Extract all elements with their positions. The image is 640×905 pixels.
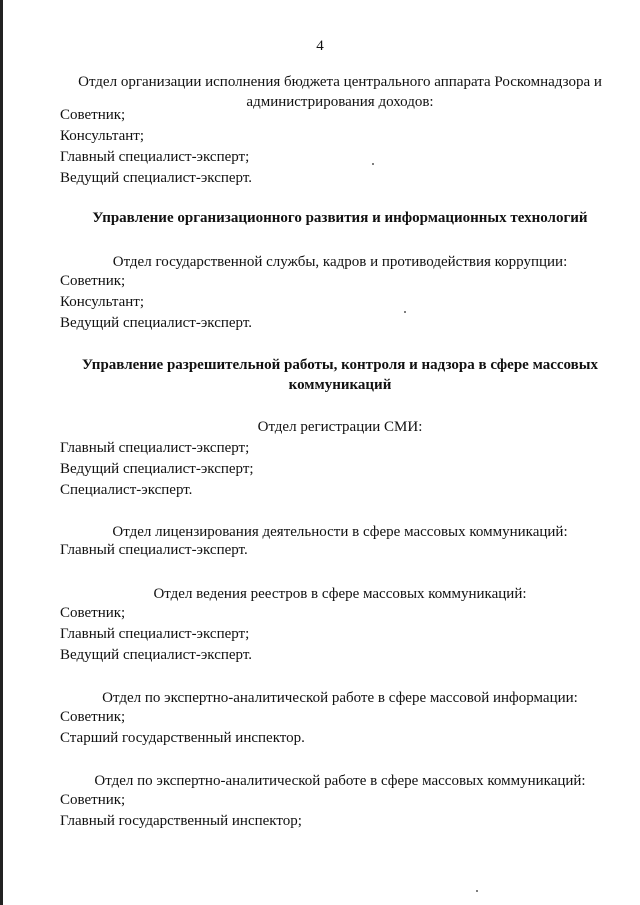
position-item: Консультант; bbox=[60, 128, 144, 144]
section-title bbox=[60, 72, 620, 112]
department-heading: Управление организационного развития и информационных технологий bbox=[92, 210, 588, 226]
position-item: Главный специалист-эксперт. bbox=[60, 542, 248, 558]
position-item: Главный специалист-эксперт; bbox=[60, 440, 250, 456]
position-item: Ведущий специалист-эксперт. bbox=[60, 647, 253, 663]
position-item: Советник; bbox=[60, 273, 126, 289]
section-title-line: Отдел регистрации СМИ: bbox=[257, 419, 423, 435]
section-title bbox=[60, 688, 620, 708]
section-title-line: Отдел по экспертно-аналитической работе в сфере массовых коммуникаций: bbox=[94, 773, 586, 789]
section-title bbox=[60, 252, 620, 272]
position-item: Советник; bbox=[60, 107, 126, 123]
position-item: Специалист-эксперт. bbox=[60, 482, 193, 498]
position-item: Советник; bbox=[60, 605, 126, 621]
section-title-line: Отдел лицензирования деятельности в сфере массовых коммуникаций: bbox=[112, 524, 568, 540]
section-title-line: администрирования доходов: bbox=[246, 94, 434, 110]
scan-speck bbox=[476, 890, 478, 892]
scan-speck bbox=[372, 163, 374, 165]
position-item: Старший государственный инспектор. bbox=[60, 730, 305, 746]
position-item: Главный государственный инспектор; bbox=[60, 813, 302, 829]
position-item: Ведущий специалист-эксперт. bbox=[60, 315, 253, 331]
page-number: 4 bbox=[316, 38, 324, 54]
section-title bbox=[60, 771, 620, 791]
section-title bbox=[60, 584, 620, 604]
section-title bbox=[60, 522, 620, 542]
position-item: Ведущий специалист-эксперт. bbox=[60, 170, 253, 186]
section-title bbox=[60, 417, 620, 437]
department-heading bbox=[60, 355, 620, 395]
section-title-line: Отдел ведения реестров в сфере массовых коммуникаций: bbox=[153, 586, 527, 602]
position-item: Главный специалист-эксперт; bbox=[60, 149, 250, 165]
section-title-line: Отдел по экспертно-аналитической работе в сфере массовой информации: bbox=[102, 690, 578, 706]
position-item: Советник; bbox=[60, 792, 126, 808]
scan-speck bbox=[404, 311, 406, 313]
position-item: Советник; bbox=[60, 709, 126, 725]
scan-edge bbox=[0, 0, 3, 905]
department-heading-line: Управление разрешительной работы, контроля и надзора в сфере массовых bbox=[82, 357, 598, 373]
position-item: Главный специалист-эксперт; bbox=[60, 626, 250, 642]
department-heading-line: коммуникаций bbox=[288, 377, 392, 393]
section-title-line: Отдел государственной службы, кадров и противодействия коррупции: bbox=[112, 254, 568, 270]
position-item: Консультант; bbox=[60, 294, 144, 310]
position-item: Ведущий специалист-эксперт; bbox=[60, 461, 254, 477]
section-title-line: Отдел организации исполнения бюджета центрального аппарата Роскомнадзора и bbox=[78, 74, 602, 90]
